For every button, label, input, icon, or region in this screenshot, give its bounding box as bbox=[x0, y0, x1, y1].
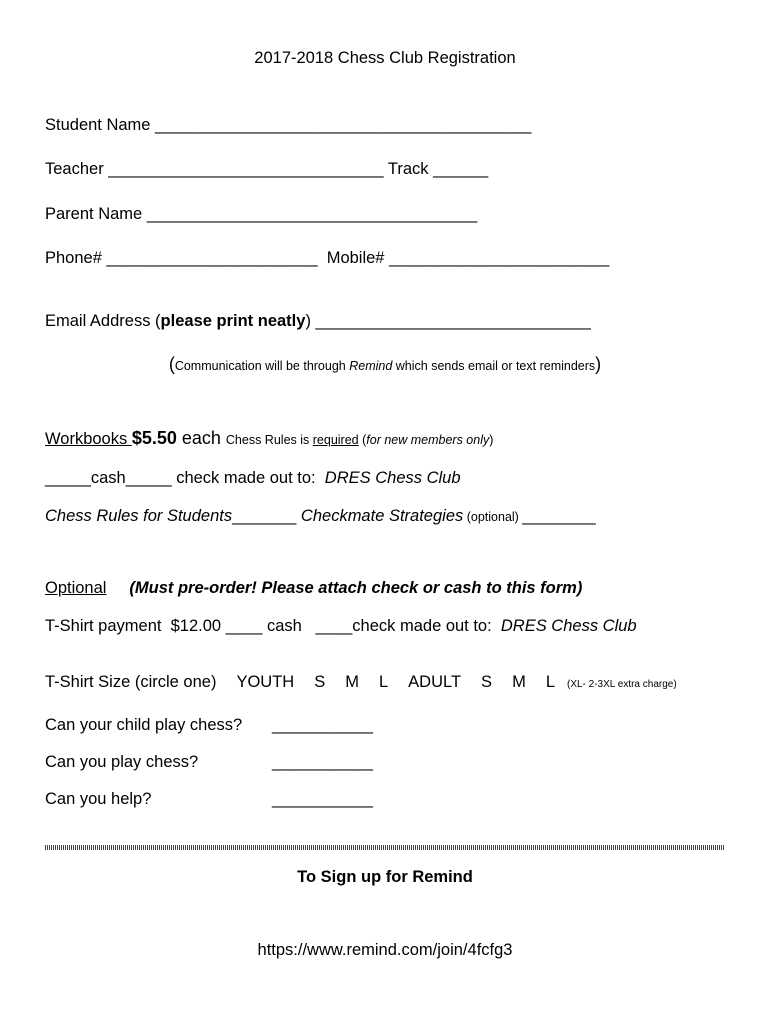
email-label: Email Address ( bbox=[45, 312, 161, 330]
parent-name-field[interactable]: Parent Name ____________________________________ bbox=[45, 205, 478, 223]
remind-app-name: Remind bbox=[349, 359, 393, 373]
size-adult-s[interactable]: S bbox=[481, 673, 493, 691]
tshirt-heading bbox=[45, 578, 582, 598]
size-adult-m[interactable]: M bbox=[512, 673, 526, 691]
teacher-track-field[interactable]: Teacher ______________________________ Track ______ bbox=[45, 160, 489, 178]
size-label: T-Shirt Size (circle one) bbox=[45, 673, 217, 691]
question-child-plays[interactable]: Can your child play chess? ___________ bbox=[45, 716, 373, 734]
tshirt-size-line bbox=[45, 652, 677, 695]
workbooks-label: Workbooks bbox=[45, 430, 132, 448]
required-label: required bbox=[312, 433, 359, 447]
workbook-payment-line[interactable]: _____cash_____ check made out to: DRES Chess Club bbox=[45, 469, 461, 487]
student-name-field[interactable]: Student Name _________________________________________ bbox=[45, 116, 532, 134]
remind-heading: To Sign up for Remind bbox=[297, 868, 473, 886]
preorder-note: (Must pre-order! Please attach check or cash to this form) bbox=[129, 579, 583, 597]
club-name: DRES Chess Club bbox=[500, 617, 637, 635]
communication-note: (Communication will be through Remind which sends email or text reminders) bbox=[168, 354, 602, 374]
book-chess-rules: Chess Rules for Students bbox=[45, 507, 233, 525]
size-youth-s[interactable]: S bbox=[314, 673, 326, 691]
extra-charge-note: (XL- 2-3XL extra charge) bbox=[567, 679, 677, 690]
workbook-price: $5.50 bbox=[131, 428, 177, 448]
remind-url-link[interactable]: https://www.remind.com/join/4fcfg3 bbox=[257, 941, 513, 959]
book-checkmate-strategies: Checkmate Strategies bbox=[300, 507, 464, 525]
size-adult[interactable]: ADULT bbox=[408, 673, 462, 691]
section-divider bbox=[45, 845, 725, 850]
email-address-field[interactable] bbox=[45, 311, 591, 331]
size-youth-l[interactable]: L bbox=[378, 673, 389, 691]
size-youth[interactable]: YOUTH bbox=[236, 673, 295, 691]
workbook-titles-line[interactable]: Chess Rules for Students_______ Checkmate Strategies (optional) ________ bbox=[45, 507, 596, 525]
tshirt-payment-line[interactable]: T-Shirt payment $12.00 ____ cash ____check made out to: DRES Chess Club bbox=[45, 617, 637, 635]
size-youth-m[interactable]: M bbox=[345, 673, 359, 691]
question-can-help[interactable]: Can you help? ___________ bbox=[45, 790, 373, 808]
phone-mobile-field[interactable]: Phone# _______________________ Mobile# ________________________ bbox=[45, 249, 610, 267]
workbooks-line: Workbooks $5.50 each Chess Rules is required (for new members only) bbox=[45, 428, 494, 448]
question-you-play[interactable]: Can you play chess? ___________ bbox=[45, 753, 373, 771]
page-title: 2017-2018 Chess Club Registration bbox=[254, 49, 516, 67]
email-print-neatly: please print neatly bbox=[160, 312, 306, 330]
email-blank: ) ______________________________ bbox=[305, 312, 591, 330]
club-name: DRES Chess Club bbox=[324, 469, 461, 487]
size-adult-l[interactable]: L bbox=[545, 673, 555, 691]
optional-label: Optional bbox=[45, 579, 107, 597]
